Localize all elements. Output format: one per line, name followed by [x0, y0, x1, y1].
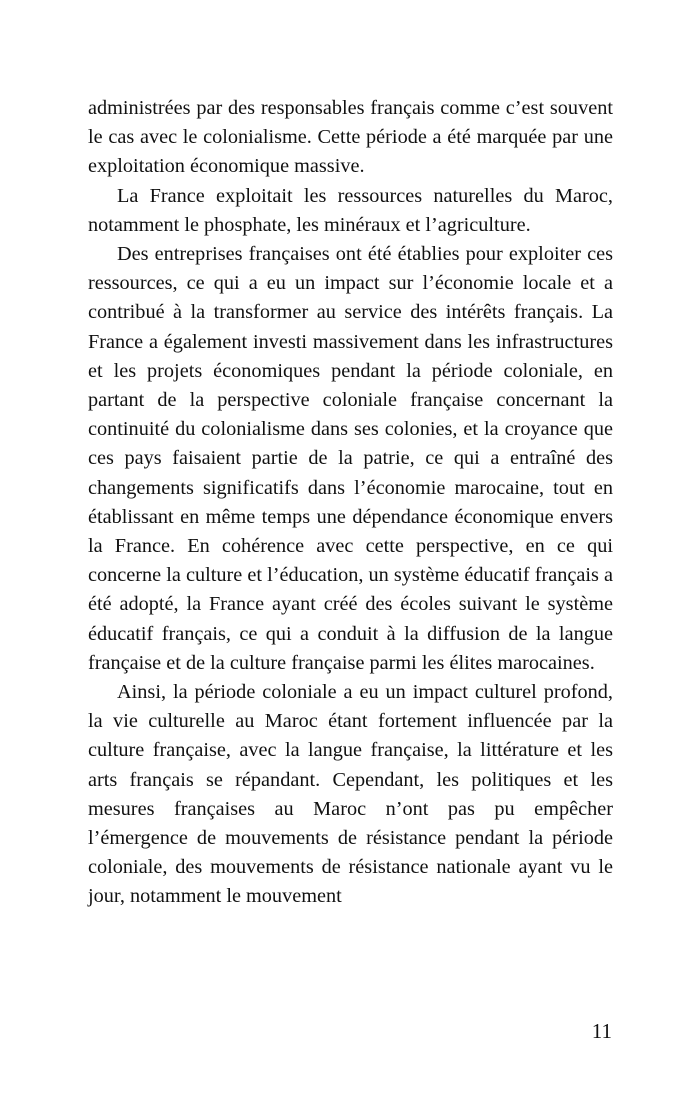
paragraph-continued: administrées par des responsables français comme c’est souvent le cas avec le colonialisme. Cette période a été marquée par une exploitation économique massive.: [88, 97, 613, 178]
body-text: [88, 94, 613, 912]
paragraph: Ainsi, la période coloniale a eu un impact culturel profond, la vie culturelle au Maroc étant fortement influencée par la culture française, avec la langue française, la littérature et les arts français se répandant. Cependant, les politiques et les mesures françaises au Maroc n’ont pas pu empêcher l’émergence de mouvements de résistance pendant la période coloniale, des mouvements de résistance nationale ayant vu le jour, notamment le mouvement: [88, 681, 613, 908]
page-number: 11: [591, 1019, 612, 1043]
paragraph: La France exploitait les ressources naturelles du Maroc, notamment le phosphate, les minéraux et l’agriculture.: [88, 184, 613, 236]
paragraph: Des entreprises françaises ont été établies pour exploiter ces ressources, ce qui a eu un impact sur l’économie locale et a contribué à la transformer au service des intérêts français. La France a également investi massivement dans les infrastructures et les projets économiques pendant la période coloniale, en partant de la perspective coloniale française concernant la continuité du colonialisme dans ses colonies, et la croyance que ces pays faisaient partie de la patrie, ce qui a entraîné des changements significatifs dans l’économie marocaine, tout en établissant en même temps une dépendance économique envers la France. En cohérence avec cette perspective, en ce qui concerne la culture et l’éducation, un système éducatif français a été adopté, la France ayant créé des écoles suivant le système éducatif français, ce qui a conduit à la diffusion de la langue française et de la culture française parmi les élites marocaines.: [88, 243, 613, 674]
